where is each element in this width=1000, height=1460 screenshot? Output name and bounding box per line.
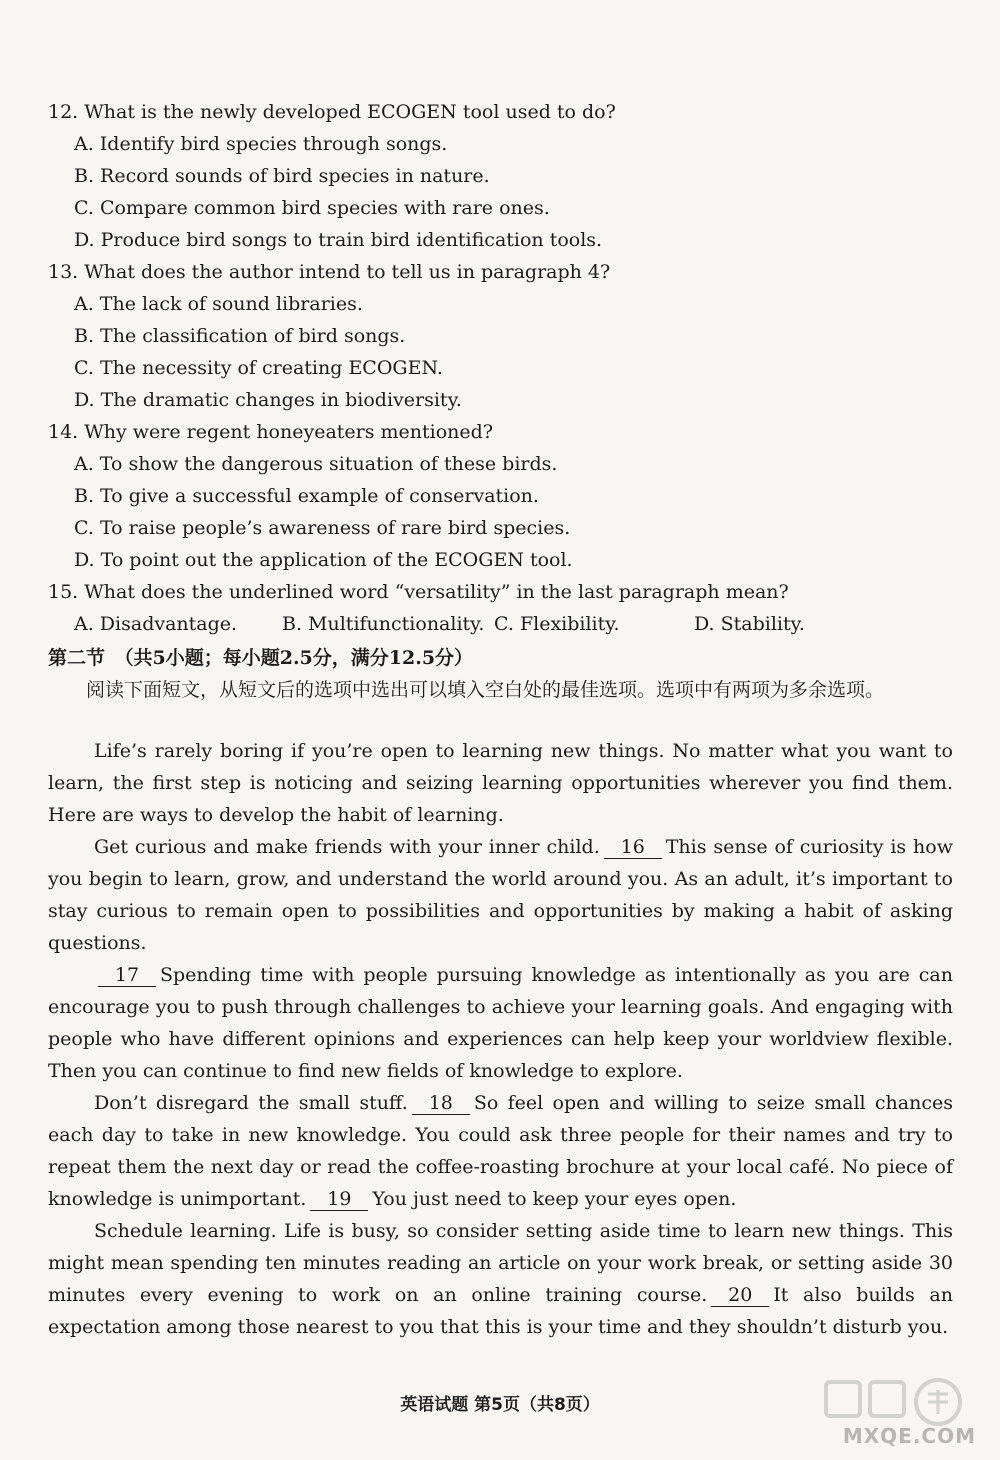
paragraph-text: So feel open and willing to seize small chances each day to take in new knowledge. You could ask three people for their names and try to repeat them the next day or read the coffee-roasting brochure at your local café. No piece of knowledge is unimportant.	[48, 1092, 953, 1210]
question-list	[48, 96, 958, 640]
option-b: B. The classification of bird songs.	[74, 325, 406, 347]
option-d: D. To point out the application of the ECOGEN tool.	[74, 549, 573, 571]
option-b: B. Multifunctionality.	[282, 613, 485, 635]
paragraph-text: It also builds an expectation among those nearest to you that this is your time and they shouldn’t disturb you.	[48, 1284, 953, 1338]
question-13	[48, 256, 958, 416]
option-a: A. Identify bird species through songs.	[74, 133, 448, 155]
blank-20: 20	[711, 1284, 769, 1307]
option-c: C. To raise people’s awareness of rare bird species.	[74, 517, 571, 539]
watermark-text: MXQE.COM	[842, 1424, 976, 1448]
option-b: B. Record sounds of bird species in nature.	[74, 165, 490, 187]
option-a: A. To show the dangerous situation of these birds.	[74, 453, 558, 475]
paragraph-text: Get curious and make friends with your inner child.	[94, 836, 600, 858]
question-stem: 15. What does the underlined word “versatility” in the last paragraph mean?	[48, 581, 789, 603]
paragraph-2	[48, 831, 953, 959]
blank-17: 17	[98, 964, 156, 987]
page-footer: 英语试题 第5页（共8页）	[400, 1395, 600, 1415]
blank-18: 18	[412, 1092, 470, 1115]
option-c: C. Flexibility.	[494, 613, 620, 635]
option-d: D. Stability.	[694, 613, 805, 635]
paragraph-5	[48, 1215, 953, 1343]
section-heading: 第二节 （共5小题；每小题2.5分，满分12.5分）	[48, 647, 474, 669]
section-instruction: 阅读下面短文，从短文后的选项中选出可以填入空白处的最佳选项。选项中有两项为多余选项。	[86, 679, 885, 701]
paragraph-1: Life’s rarely boring if you’re open to learning new things. No matter what you want to learn, the first step is noticing and seizing learning opportunities wherever you find them. Here are ways to develop the habit of learning.	[48, 740, 953, 826]
paragraph-text: You just need to keep your eyes open.	[372, 1188, 737, 1210]
paragraph-text: Schedule learning. Life is busy, so consider setting aside time to learn new things. This might mean spending ten minutes reading an article on your work break, or setting aside 30 minutes every evening to work on an online training course.	[48, 1220, 953, 1306]
option-b: B. To give a successful example of conservation.	[74, 485, 539, 507]
question-15	[48, 576, 958, 640]
option-d: D. The dramatic changes in biodiversity.	[74, 389, 462, 411]
paragraph-text: Don’t disregard the small stuff.	[94, 1092, 408, 1114]
question-12	[48, 96, 958, 256]
question-stem: 13. What does the author intend to tell us in paragraph 4?	[48, 261, 611, 283]
option-c: C. Compare common bird species with rare ones.	[74, 197, 550, 219]
paragraph-4	[48, 1087, 953, 1215]
paragraph-3	[48, 959, 953, 1087]
option-a: A. The lack of sound libraries.	[74, 293, 363, 315]
paragraph-text: Spending time with people pursuing knowledge as intentionally as you are can encourage you to push through challenges to achieve your learning goals. And engaging with people who have different opinions and experiences can help keep your worldview flexible. Then you can continue to find new fields of knowledge to explore.	[48, 964, 953, 1082]
paragraph-text: This sense of curiosity is how you begin to learn, grow, and understand the world around you. As an adult, it’s important to stay curious to remain open to possibilities and opportunities by making a habit of asking questions.	[48, 836, 953, 954]
blank-16: 16	[604, 836, 662, 859]
blank-19: 19	[310, 1188, 368, 1211]
option-c: C. The necessity of creating ECOGEN.	[74, 357, 443, 379]
question-stem: 14. Why were regent honeyeaters mentioned?	[48, 421, 494, 443]
question-stem: 12. What is the newly developed ECOGEN tool used to do?	[48, 101, 616, 123]
section-two	[48, 642, 953, 706]
option-a: A. Disadvantage.	[74, 613, 238, 635]
reading-passage	[48, 735, 953, 1343]
option-d: D. Produce bird songs to train bird identification tools.	[74, 229, 603, 251]
question-14	[48, 416, 958, 576]
option-row	[48, 608, 958, 640]
